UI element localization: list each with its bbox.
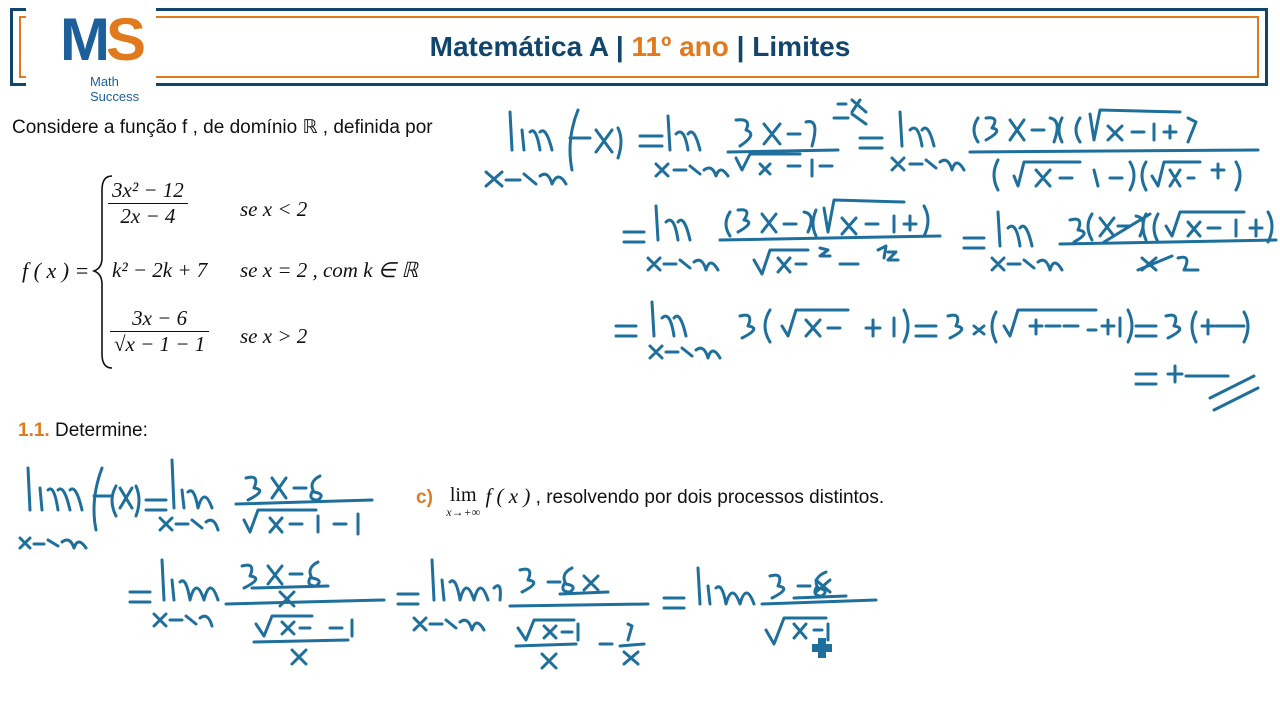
handwritten-line-2 bbox=[624, 200, 1276, 274]
problem-intro: Considere a função f , de domínio ℝ , definida por bbox=[12, 117, 433, 138]
title-separator: | bbox=[615, 31, 624, 62]
case-1-denominator: 2x − 4 bbox=[120, 204, 176, 228]
item-function: f ( x ) bbox=[485, 484, 531, 508]
question-number: 1.1. bbox=[18, 420, 50, 441]
logo-m: M bbox=[60, 6, 106, 73]
case-3-numerator: 3x − 6 bbox=[110, 306, 209, 332]
item-text: , resolvendo por dois processos distintos. bbox=[535, 487, 885, 508]
case-2-expression: k² − 2k + 7 bbox=[112, 258, 208, 282]
case-3-denominator: √x − 1 − 1 bbox=[114, 332, 206, 356]
logo-s: S bbox=[105, 6, 143, 73]
handwritten-process-1 bbox=[20, 460, 372, 548]
case-1-numerator: 3x² − 12 bbox=[108, 178, 188, 204]
case-2-condition: se x = 2 , com k ∈ ℝ bbox=[240, 258, 418, 282]
title-topic: Limites bbox=[752, 31, 851, 62]
function-label: f ( x ) = bbox=[22, 258, 90, 283]
item-lim-word: lim bbox=[449, 484, 477, 506]
title-subject: Matemática A bbox=[429, 31, 609, 62]
logo-subtitle: Math Success bbox=[90, 74, 140, 104]
question-text: Determine: bbox=[54, 420, 148, 441]
item-letter: c) bbox=[416, 487, 433, 508]
title-year: 11º ano bbox=[631, 31, 729, 62]
handwritten-process-2 bbox=[130, 560, 876, 668]
handwritten-line-1 bbox=[486, 100, 1258, 190]
title-separator-2: | bbox=[736, 31, 745, 62]
case-3-condition: se x > 2 bbox=[240, 324, 308, 348]
handwritten-line-3 bbox=[616, 302, 1258, 410]
item-lim-subscript: x→+∞ bbox=[446, 505, 481, 519]
case-1-condition: se x < 2 bbox=[240, 197, 308, 221]
